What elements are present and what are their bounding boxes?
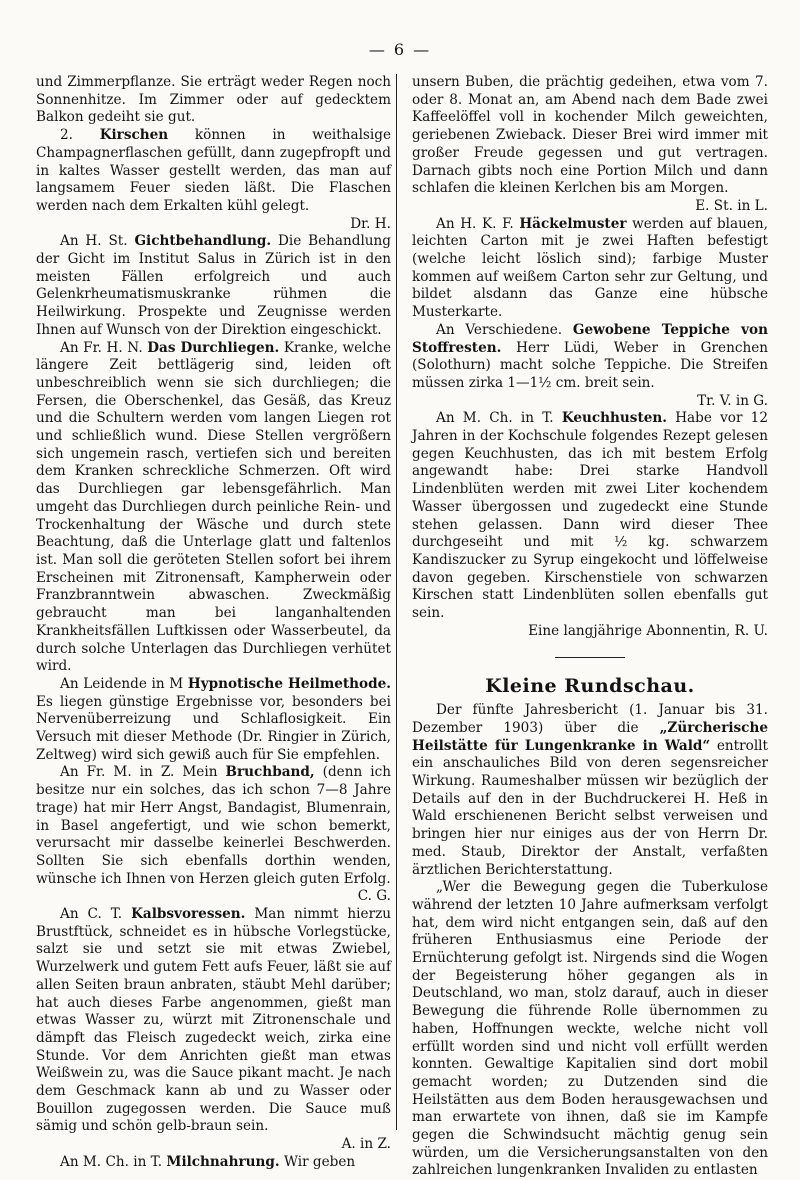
paragraph-lead: An Leidende in M [60,675,188,692]
paragraph-tuberkulose-quote: „Wer die Bewegung gegen die Tuberkulose während der letzten 10 Jahre aufmerksam verfolgt hat, dem wird nicht entgangen sein, daß auf den früheren Enthusiasmus eine Periode der Ernüchterung gefolgt ist. Nirgends sind die Wogen der Begeisterung höher gegangen als in Deutschland, wo man, stolz darauf, auch in dieser Bewegung die führende Rolle übernommen zu haben, Hoffnungen weckte, welche nicht voll erfüllt worden sind und nicht voll erfüllt werden konnten. Gewaltige Kapitalien sind dort mobil gemacht worden; zu Dutzenden sind die Heilstätten aus dem Boden herausgewachsen und man erwartete von ihnen, daß sie im Kampfe gegen die Schwindsucht mächtig genug sein würden, um die Versicherungsanstalten von den zahlreichen lungenkranken Invaliden zu entlasten [412,879,768,1179]
paragraph-zimmerpflanze: und Zimmerpflanze. Sie erträgt weder Regen noch Sonnenhitze. Im Zimmer oder auf gedecktem Balkon gedeiht sie gut. [36,74,391,126]
topic-heading: Keuchhusten. [561,410,667,427]
paragraph-text: Habe vor 12 Jahren in der Kochschule folgendes Rezept gelesen gegen Keuchhusten, das ich mit bestem Erfolg angewandt habe: Drei starke Handvoll Lindenblüten werden mit zwei Liter kochendem Wasser übergossen und zugedeckt eine Stunde stehen gelassen. Dann wird dieser Thee durchgeseiht und mit ½ kg. schwarzem Kandiszucker zu Syrup eingekocht und löffelweise davon gegeben. Kirschenstiele von schwarzen Kirschen statt Lindenblüten sollen ebenfalls gut sein. [412,410,768,622]
signature: Dr. H. [350,215,391,232]
paragraph-bruchband [36,764,391,888]
signature: A. in Z. [341,1136,391,1153]
topic-heading: Hypnotische Heilmethode. [187,675,391,692]
section-divider [555,657,625,658]
page-number: — 6 — [368,40,432,59]
topic-heading: Kirschen [99,127,169,144]
column-divider [396,74,397,1130]
paragraph-lead: 2. [60,127,100,144]
paragraph-lead: An M. Ch. in T. [60,1153,167,1170]
section-title: Kleine Rundschau. [485,674,695,697]
topic-heading: Kalbsvoressen. [131,906,246,923]
left-column [36,74,391,1172]
topic-heading: Häckelmuster [519,215,627,232]
paragraph-lead: An Verschiedene. [436,321,573,338]
paragraph-lead: An Fr. M. in Z. Mein [60,764,226,781]
paragraph-text: Man nimmt hierzu Brustftück, schneidet es in hübsche Vorlegstücke, salzt sie und setzt sie mit etwas Zwiebel, Wurzelwerk und gutem Fett aufs Feuer, läßt sie auf allen Seiten braun anbraten, stäubt Mehl darüber; hat auch dieses Farbe angenommen, gießt man etwas Wasser zu, würzt mit Zitronenschale und dämpft das Fleisch zugedeckt weich, zirka eine Stunde. Vor dem Anrichten gießt man etwas Weißwein zu, was die Sauce pikant macht. Je nach dem Geschmack kann ab und zu Wasser oder Bouillon zugegossen werden. Die Sauce muß sämig und schön gelb-braun sein. [36,906,391,1135]
topic-heading: Milchnahrung. [166,1153,280,1170]
paragraph-text: Es liegen günstige Ergebnisse vor, besonders bei Nervenüberreizung und Schlaflosigkeit. Ein Versuch mit dieser Methode (Dr. Ringier in Zürich, Zeltweg) wird sich gewiß auch für Sie empfehlen. [36,693,391,763]
paragraph-text: können in weithalsige Champagnerflaschen gefüllt, dann zugepfropft und in kaltes Wasser gestellt werden, das man auf langsamem Feuer sieden läßt. Die Flaschen werden nach dem Erkalten kühl gelegt. [36,127,391,214]
paragraph-text: Die Behandlung der Gicht im Institut Salus in Zürich ist in den meisten Fällen erfolgreich und auch Gelenkrheumatismuskranke rühmen die Heilwirkung. Prospekte und Zeugnisse werden Ihnen auf Wunsch von der Direktion eingeschickt. [36,233,392,338]
paragraph-hypnotische-heilmethode [36,676,391,765]
paragraph-gichtbehandlung [36,233,391,339]
paragraph-lead: Der fünfte Jahresbericht (1. Januar bis 31. Dezember 1903) über die [412,702,768,736]
paragraph-milchnahrung-cont: unsern Buben, die prächtig gedeihen, etwa vom 7. oder 8. Monat an, am Abend nach dem Bade zwei Kaffeelöffel voll in kochender Milch geweichten, geriebenen Zwieback. Dieser Brei wird immer mit großer Freude gegessen und gut vertragen. Darnach gibts noch eine Portion Milch und dann schlafen die kleinen Kerlchen bis am Morgen. [412,74,768,197]
topic-heading: Gewobene Teppiche von Stoffresten. [412,321,768,356]
paragraph-kirschen [36,127,391,216]
institution-name: „Zürcherische Heilstätte für Lungenkranke in Wald“ [412,719,768,754]
paragraph-jahresbericht [412,702,768,879]
paragraph-haeckelmuster [412,216,768,322]
paragraph-lead: An H. K. F. [436,215,520,232]
paragraph-text: (denn ich besitze nur ein solches, das ich schon 7—8 Jahre trage) hat mir Herr Angst, Bandagist, Blumenrain, in Basel angefertigt, und wie schon bemerkt, verursacht mir dasselbe keinerlei Beschwerden. Sollten Sie sich ebenfalls dorthin wenden, wünsche ich Ihnen von Herzen gleich guten Erfolg. [36,764,391,887]
paragraph-durchliegen [36,340,391,676]
paragraph-text: Wir geben [279,1153,356,1170]
paragraph-kalbsvoressen [36,906,391,1136]
signature: Tr. V. in G. [697,392,768,409]
topic-heading: Das Durchliegen. [147,339,280,356]
paragraph-text: Kranke, welche längere Zeit bettlägerig sind, leiden oft unbeschreiblich wenn sie sich durchliegen; die Fersen, die Oberschenkel, das Gesäß, das Kreuz und die Schultern werden vom langen Liegen rot und schließlich wund. Diese Stellen vergrößern sich ungemein rasch, vertiefen sich und bereiten dem Kranken schreckliche Schmerzen. Oft wird das Durchliegen gar lebensgefährlich. Man umgeht das Durchliegen durch peinliche Rein- und Trockenhaltung der Wäsche und durch stete Beachtung, daß die Unterlage glatt und faltenlos ist. Man soll die geröteten Stellen sofort bei ihrem Erscheinen mit Zitronensaft, Kampherwein oder Franzbranntwein abwaschen. Zweckmäßig gebraucht man bei langanhaltenden Krankheitsfällen Luftkissen oder Wasserbeutel, da durch solche Unterlagen das Durchliegen verhütet wird. [36,339,391,675]
paragraph-text: Herr Lüdi, Weber in Grenchen (Solothurn) macht solche Teppiche. Die Streifen müssen zirka 1—1½ cm. breit sein. [412,339,768,391]
signature: C. G. [357,888,391,905]
paragraph-lead: An M. Ch. in T. [436,410,562,427]
paragraph-lead: An Fr. H. N. [60,339,148,356]
paragraph-text: werden auf blauen, leichten Carton mit je zwei Haften befestigt (welche leicht löslich sind); farbige Muster kommen auf weißem Carton sehr zur Geltung, und bildet alsdann das Ganze eine hübsche Musterkarte. [412,215,768,321]
paragraph-text: entrollt ein anschauliches Bild von deren segensreicher Wirkung. Raumeshalber müssen wir bezüglich der Details auf den in der Buchdruckerei H. Heß in Wald erschienenen Bericht selbst verweisen und bringen hier nur einiges aus der von Herrn Dr. med. Staub, Direktor der Anstalt, verfaßten ärztlichen Berichterstattung. [412,737,768,878]
paragraph-keuchhusten [412,410,768,622]
signature: E. St. in L. [695,197,768,214]
paragraph-teppiche [412,322,768,393]
right-column [412,74,768,1180]
signature: Eine langjährige Abonnentin, R. U. [528,622,768,639]
topic-heading: Gichtbehandlung. [134,233,272,250]
paragraph-lead: An C. T. [60,906,132,923]
paragraph-milchnahrung [36,1154,391,1172]
paragraph-lead: An H. St. [60,233,135,250]
topic-heading: Bruchband, [225,764,315,781]
